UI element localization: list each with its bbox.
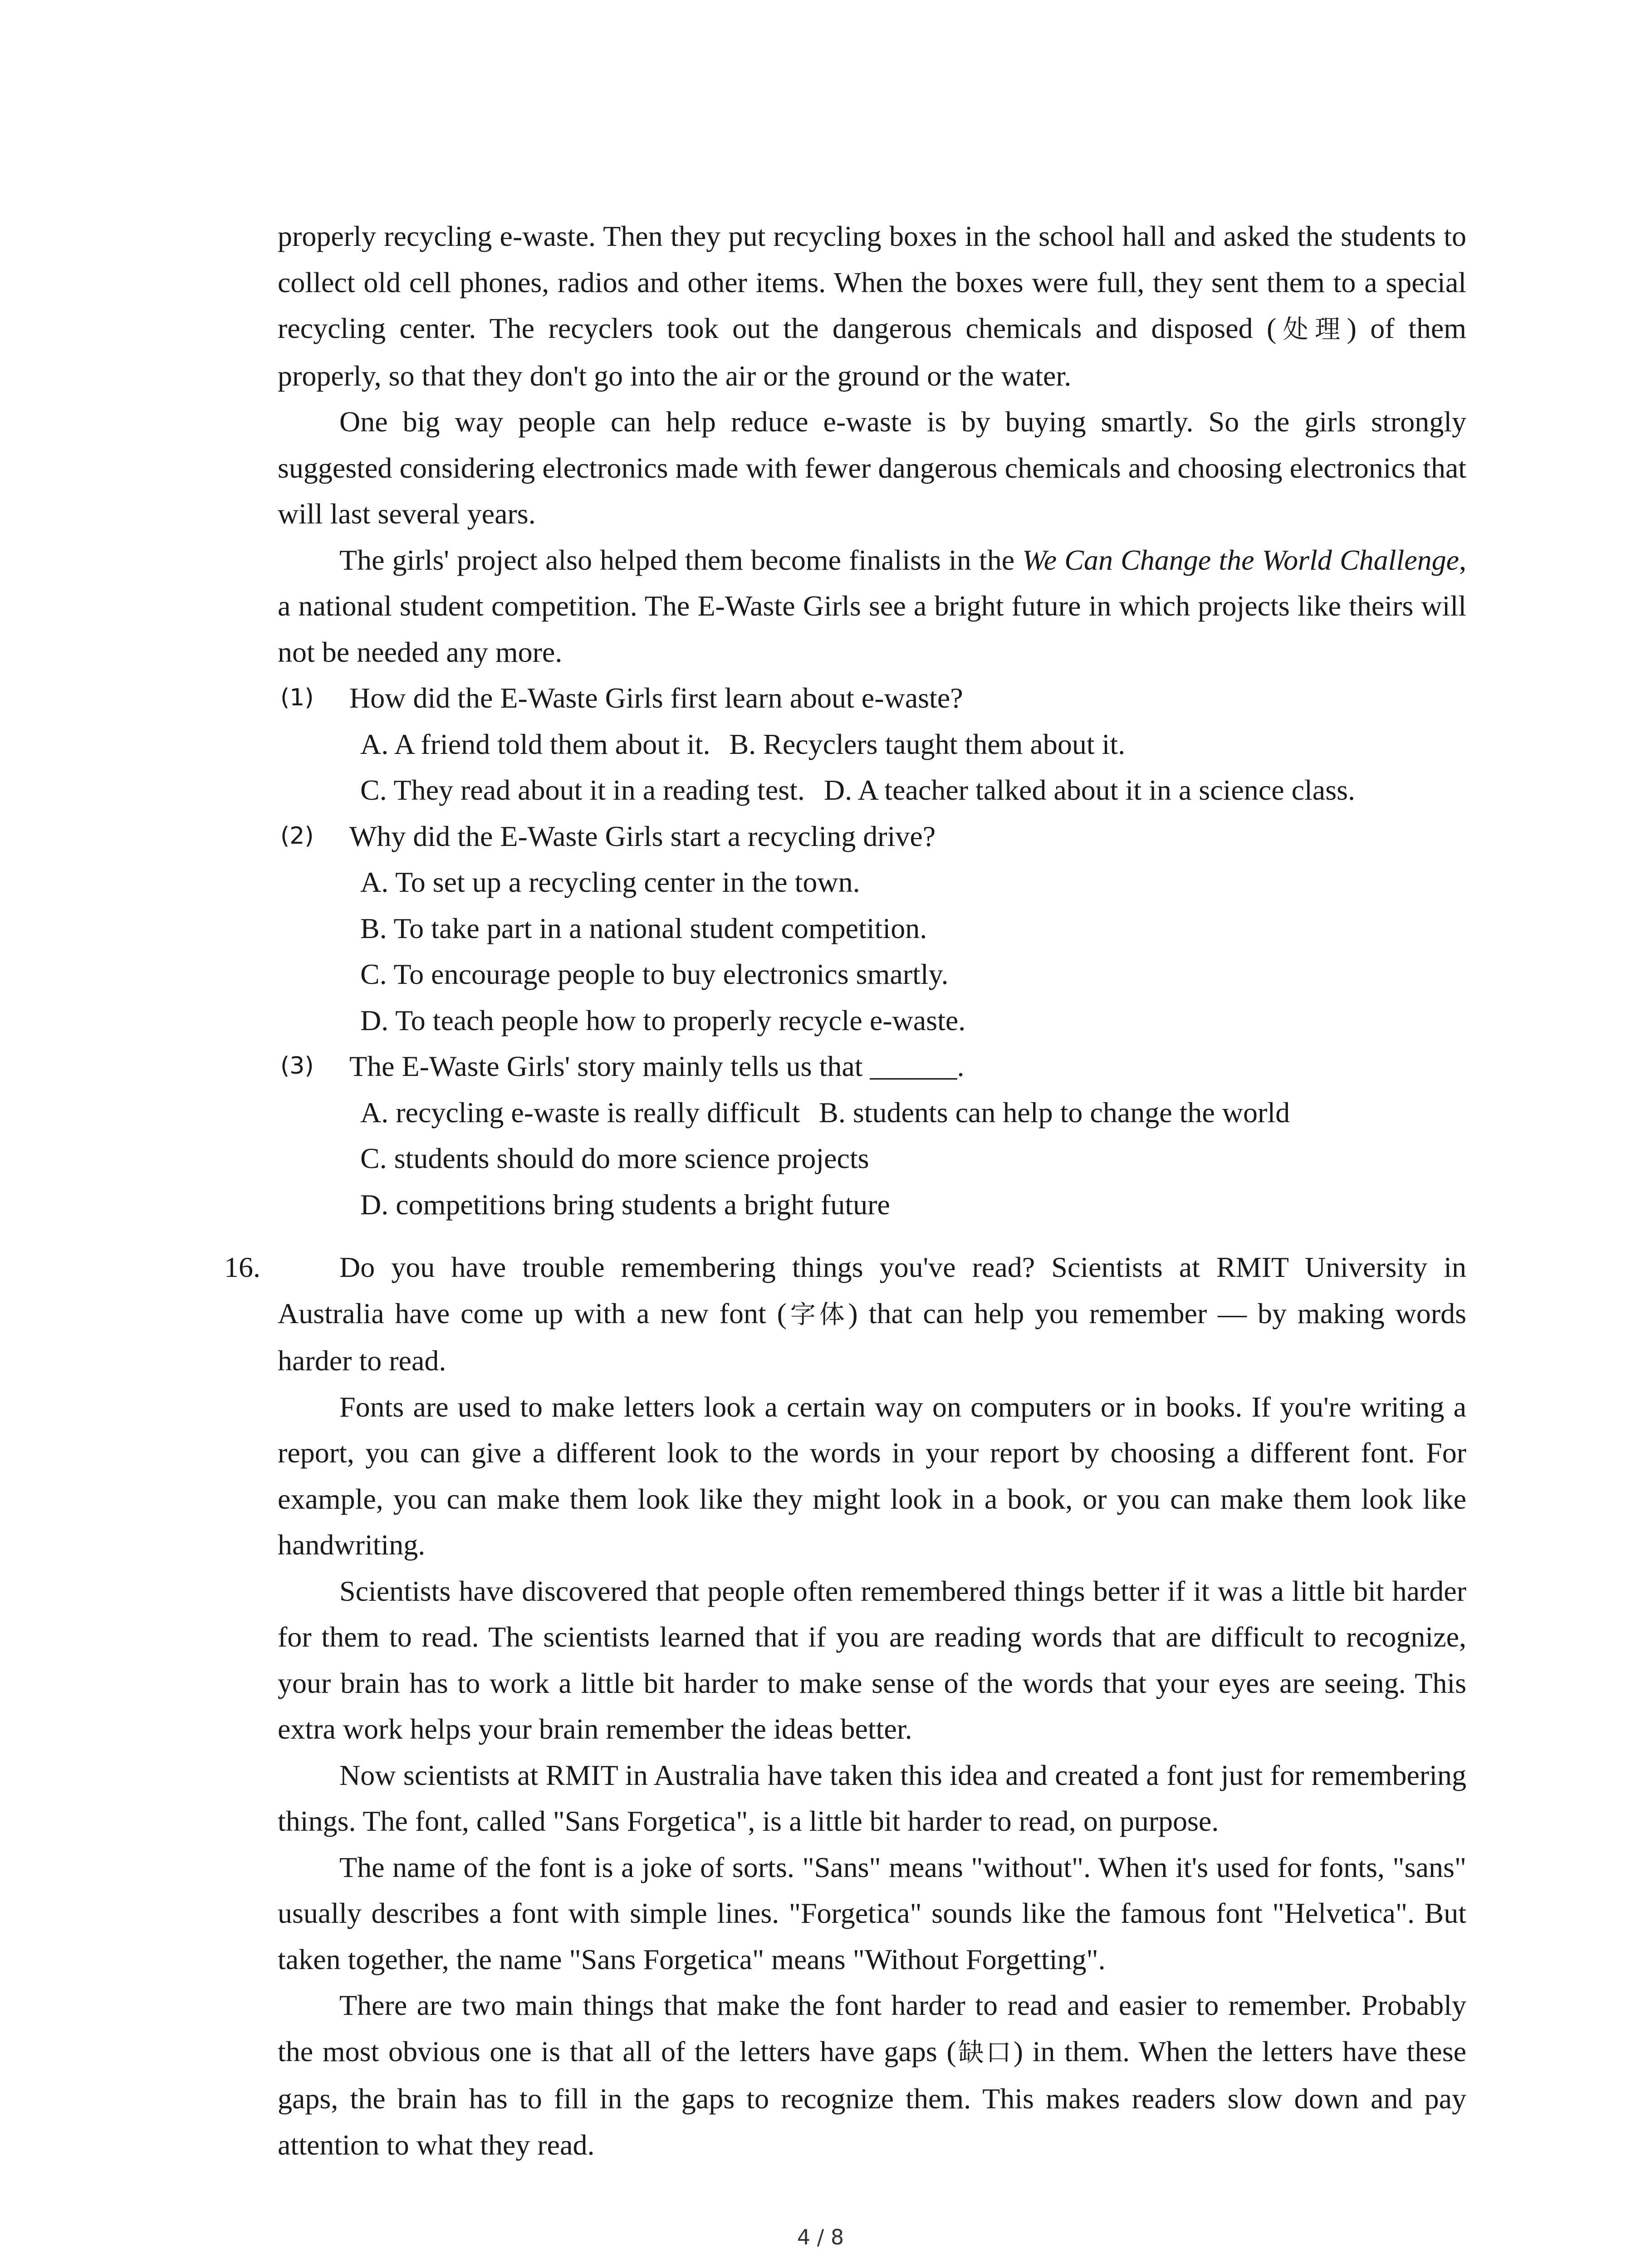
paragraph-discovery: Scientists have discovered that people often remembered things better if it was a little bit harder for them to read. The scientists learned that if you are reading words that are difficult to recognize, your brain has to work a little bit harder to make sense of the words that your eyes are seeing. This extra work helps your brain remember the ideas better. <box>278 1574 1466 1745</box>
paragraph-rmit-font: Now scientists at RMIT in Australia have taken this idea and created a font just for remembering things. The font, called "Sans Forgetica", is a little bit harder to read, on purpose. <box>278 1759 1466 1837</box>
option-c: C. They read about it in a reading test. <box>360 774 805 806</box>
option-b: B. Recyclers taught them about it. <box>729 728 1126 760</box>
question-number: (3) <box>280 1052 314 1080</box>
question-2 <box>278 813 1466 1044</box>
chinese-gloss: 缺口 <box>956 2038 1014 2068</box>
options-row <box>278 721 1466 767</box>
chinese-gloss: 字体 <box>786 1300 848 1330</box>
option-d: D. competitions bring students a bright future <box>360 1188 890 1221</box>
option-b: B. To take part in a national student competition. <box>360 912 927 944</box>
question-number: (2) <box>280 822 314 850</box>
paragraph-buying-smartly: One big way people can help reduce e-waste is by buying smartly. So the girls strongly suggested considering electronics made with fewer dangerous chemicals and choosing electronics that will last several years. <box>278 406 1466 530</box>
chinese-gloss: 处理 <box>1276 315 1347 344</box>
question-text: Why did the E-Waste Girls start a recycling drive? <box>349 820 936 852</box>
paragraph-gaps: There are two main things that make the font harder to read and easier to remember. Probably the most obvious one is that all of the letters have gaps (缺口) in them. When the letters have these gaps, the brain has to fill in the gaps to recognize them. This makes readers slow down and pay attention to what they read. <box>278 1989 1467 2161</box>
option-c: C. To encourage people to buy electronics smartly. <box>360 958 949 990</box>
option-a: A. To set up a recycling center in the town. <box>360 866 860 898</box>
question-text: The E-Waste Girls' story mainly tells us that ______. <box>349 1050 965 1082</box>
page-content <box>224 213 1467 2168</box>
options-row <box>278 767 1466 813</box>
question-3 <box>278 1043 1466 1227</box>
option-b: B. students can help to change the world <box>819 1096 1290 1129</box>
question-number: (1) <box>280 684 314 711</box>
question-text: How did the E-Waste Girls first learn about e-waste? <box>349 682 963 714</box>
question-1 <box>278 675 1466 813</box>
page-number: 4 / 8 <box>797 2225 844 2249</box>
competition-title: We Can Change the World Challenge <box>1022 543 1460 576</box>
option-d: D. A teacher talked about it in a science class. <box>823 774 1355 806</box>
paragraph-intro: Do you have trouble remembering things you've read? Scientists at RMIT University in Australia have come up with a new font (字体) that can help you remember — by making words harder to read. <box>278 1251 1467 1377</box>
option-d: D. To teach people how to properly recycle e-waste. <box>360 1004 966 1036</box>
option-a: A. recycling e-waste is really difficult <box>360 1096 800 1129</box>
paragraph-fonts: Fonts are used to make letters look a certain way on computers or in books. If you're writing a report, you can give a different look to the words in your report by choosing a different font. For example, you can make them look like they might look in a book, or you can make them look like handwriting. <box>278 1390 1466 1561</box>
options-row <box>278 1090 1466 1136</box>
paragraph-font-name: The name of the font is a joke of sorts. "Sans" means "without". When it's used for fonts, "sans" usually describes a font with simple lines. "Forgetica" sounds like the famous font "Helvetica". But taken together, the name "Sans Forgetica" means "Without Forgetting". <box>278 1851 1466 1975</box>
paragraph-ewaste-recycling: properly recycling e-waste. Then they put recycling boxes in the school hall and asked the students to collect old cell phones, radios and other items. When the boxes were full, they sent them to a special recycling center. The recyclers took out the dangerous chemicals and disposed (处理) of them properly, so that they don't go into the air or the ground or the water. <box>278 220 1467 392</box>
paragraph-finalists: The girls' project also helped them become finalists in the We Can Change the World Challenge, a national student competition. The E-Waste Girls see a bright future in which projects like theirs will not be needed any more. <box>278 543 1467 668</box>
option-a: A. A friend told them about it. <box>360 728 710 760</box>
reading-item-16 <box>224 1244 1467 2168</box>
item-number: 16. <box>224 1251 260 1283</box>
option-c: C. students should do more science projects <box>360 1142 869 1174</box>
